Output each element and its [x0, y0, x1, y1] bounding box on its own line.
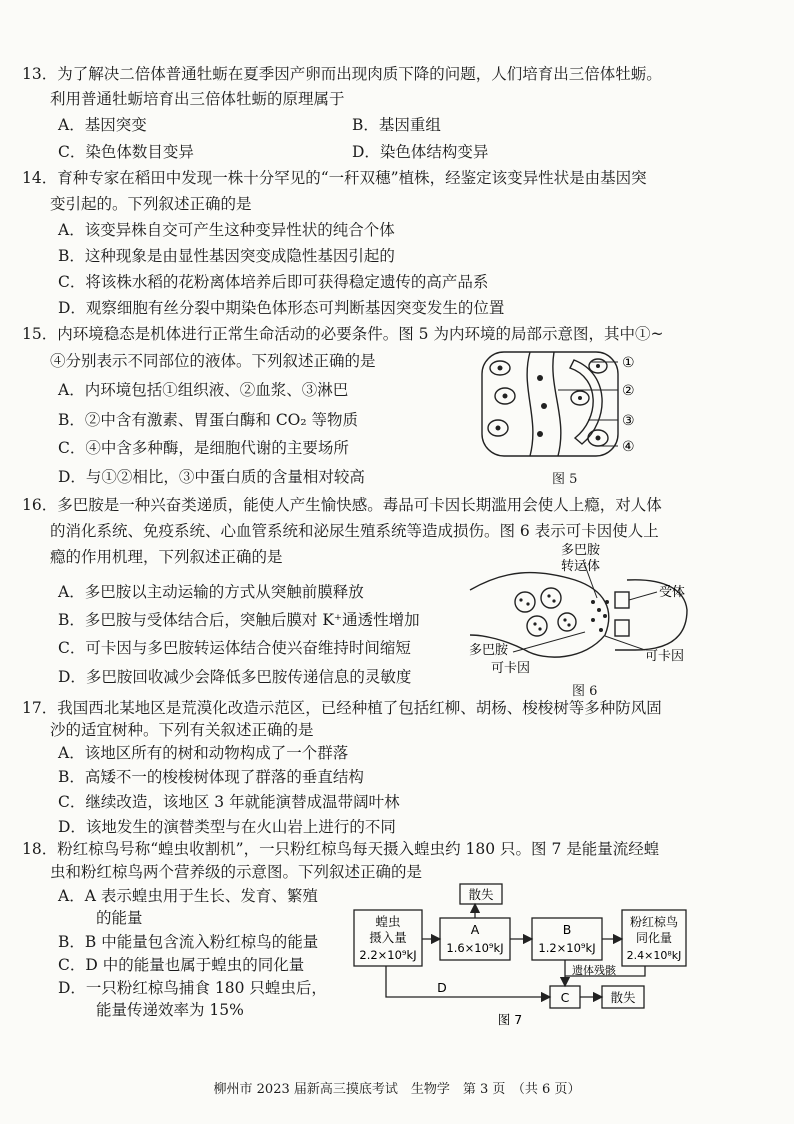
figure-5-caption: 图 5: [552, 472, 578, 487]
q16-stem-line1: 16．多巴胺是一种兴奋类递质，能使人产生愉快感。毒品可卡因长期滥用会使人上瘾，对人体: [22, 496, 662, 514]
fig7-loss-bottom: 散失: [610, 990, 636, 1005]
figure-6-transporter-label-1: 多巴胺: [561, 543, 601, 558]
fig7-loss-top: 散失: [468, 887, 494, 902]
fig7-b-value: 1.2×10⁹kJ: [538, 941, 596, 955]
q13-stem-line2: 利用普通牡蛎培育出三倍体牡蛎的原理属于: [50, 90, 345, 108]
page-footer: 柳州市 2023 届新高三摸底考试 生物学 第 3 页 （共 6 页）: [213, 1082, 581, 1097]
fig7-bird-line2: 同化量: [635, 931, 673, 945]
q13-option-b: B．基因重组: [352, 116, 441, 134]
figure-6-cocaine-label-left: 可卡因: [491, 661, 531, 676]
q17-option-b: B．高矮不一的梭梭树体现了群落的垂直结构: [58, 768, 364, 786]
q15-option-c: C．④中含多种酶，是细胞代谢的主要场所: [58, 439, 349, 457]
q16-stem-line3: 瘾的作用机理，下列叙述正确的是: [50, 548, 283, 566]
q14-option-c: C．将该株水稻的花粉离体培养后即可获得稳定遗传的高产品系: [58, 273, 489, 291]
fig7-a-label: A: [470, 922, 480, 937]
q16-stem-line2: 的消化系统、免疫系统、心血管系统和泌尿生殖系统等造成损伤。图 6 表示可卡因使人上: [50, 522, 659, 540]
q18-option-a-line2: 的能量: [96, 909, 143, 927]
figure-6-transporter-label-2: 转运体: [561, 559, 601, 574]
vesicle: [527, 616, 547, 636]
q17-option-d: D．该地发生的演替类型与在火山岩上进行的不同: [58, 818, 396, 836]
q16-option-a: A．多巴胺以主动运输的方式从突触前膜释放: [58, 583, 364, 601]
q18-stem-line1: 18．粉红椋鸟号称“蝗虫收割机”，一只粉红椋鸟每天摄入蝗虫约 180 只。图 7 是能量流经蝗: [22, 840, 660, 858]
q15-option-a: A．内环境包括①组织液、②血浆、③淋巴: [58, 381, 349, 399]
q13-option-c: C．染色体数目变异: [58, 143, 194, 161]
q14-option-a: A．该变异株自交可产生这种变异性状的纯合个体: [58, 221, 395, 239]
q18-option-c: C．D 中的能量也属于蝗虫的同化量: [58, 956, 305, 974]
q13-stem-line1: 13．为了解决二倍体普通牡蛎在夏季因产卵而出现肉质下降的问题，人们培育出三倍体牡蛎。: [22, 65, 662, 83]
fig7-c-label: C: [560, 990, 570, 1005]
fig7-bird-value: 2.4×10⁸kJ: [626, 949, 682, 962]
figure-6-caption: 图 6: [572, 684, 598, 699]
fig7-remains-label: 遗体残骸: [572, 964, 616, 977]
q17-option-a: A．该地区所有的树和动物构成了一个群落: [58, 744, 349, 762]
q18-option-a-line1: A．A 表示蝗虫用于生长、发育、繁殖: [58, 887, 318, 905]
figure-6-dopamine-label: 多巴胺: [469, 643, 509, 658]
q14-stem-line1: 14．育种专家在稻田中发现一株十分罕见的“一秆双穗”植株，经鉴定该变异性状是由基因突: [22, 169, 647, 187]
figure-5-label-2: ②: [622, 383, 635, 399]
q18-stem-line2: 虫和粉红椋鸟两个营养级的示意图。下列叙述正确的是: [50, 863, 423, 881]
fig7-locust-value: 2.2×10⁹kJ: [359, 948, 417, 962]
q15-stem-line2: ④分别表示不同部位的液体。下列叙述正确的是: [50, 352, 376, 370]
fig7-b-label: B: [562, 922, 572, 937]
q17-stem-line2: 沙的适宜树种。下列有关叙述正确的是: [50, 721, 314, 739]
figure-6-synapse-diagram: [465, 540, 705, 680]
fig7-locust-line1: 蝗虫: [375, 914, 401, 929]
receptor: [615, 620, 629, 636]
q16-option-c: C．可卡因与多巴胺转运体结合使兴奋维持时间缩短: [58, 639, 411, 657]
figure-5-label-3: ③: [622, 413, 635, 429]
fig7-bird-line1: 粉红椋鸟: [629, 915, 679, 929]
q13-option-d: D．染色体结构变异: [352, 143, 489, 161]
q16-option-d: D．多巴胺回收减少会降低多巴胺传递信息的灵敏度: [58, 668, 412, 686]
q15-stem-line1: 15．内环境稳态是机体进行正常生命活动的必要条件。图 5 为内环境的局部示意图，其中①~: [22, 325, 664, 343]
q17-option-c: C．继续改造，该地区 3 年就能演替成温带阔叶林: [58, 793, 400, 811]
figure-5-label-1: ①: [622, 355, 635, 371]
q13-option-a: A．基因突变: [58, 116, 147, 134]
figure-7-energy-flow-diagram: [350, 882, 690, 1028]
figure-5-label-4: ④: [622, 439, 635, 455]
vesicle: [558, 613, 576, 631]
vesicle: [541, 588, 561, 608]
fig7-locust-line2: 摄入量: [369, 930, 407, 945]
q18-option-d-line2: 能量传递效率为 15%: [96, 1001, 244, 1019]
q15-option-d: D．与①②相比，③中蛋白质的含量相对较高: [58, 468, 365, 486]
q14-stem-line2: 变引起的。下列叙述正确的是: [50, 195, 252, 213]
figure-6-cocaine-label-right: 可卡因: [645, 649, 685, 664]
vesicle: [515, 592, 535, 612]
q18-option-d-line1: D．一只粉红椋鸟捕食 180 只蝗虫后，: [58, 979, 327, 997]
q17-stem-line1: 17．我国西北某地区是荒漠化改造示范区，已经种植了包括红柳、胡杨、梭梭树等多种防风固: [22, 699, 662, 717]
figure-7-caption: 图 7: [497, 1012, 523, 1027]
q14-option-b: B．这种现象是由显性基因突变成隐性基因引起的: [58, 247, 395, 265]
figure-5-tissue-diagram: [470, 348, 650, 466]
figure-6-receptor-label: 受体: [659, 585, 686, 600]
q14-option-d: D．观察细胞有丝分裂中期染色体形态可判断基因突变发生的位置: [58, 299, 505, 317]
q16-option-b: B．多巴胺与受体结合后，突触后膜对 K⁺通透性增加: [58, 611, 420, 629]
fig7-d-label: D: [437, 980, 447, 995]
q15-option-b: B．②中含有激素、胃蛋白酶和 CO₂ 等物质: [58, 411, 359, 429]
fig7-a-value: 1.6×10⁹kJ: [446, 941, 504, 955]
receptor: [615, 592, 629, 608]
q18-option-b: B．B 中能量包含流入粉红椋鸟的能量: [58, 933, 319, 951]
